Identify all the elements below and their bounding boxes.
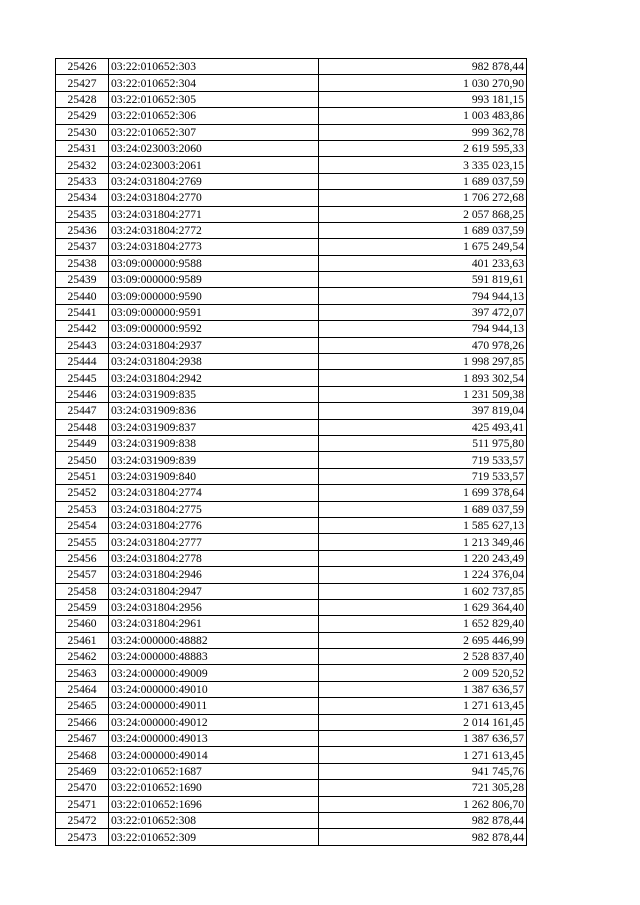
table-row (56, 550, 527, 566)
row-number-cell: 25446 (56, 386, 109, 402)
cadastral-number-cell: 03:24:023003:2060 (109, 140, 319, 156)
cadastral-value-cell: 3 335 023,15 (319, 157, 527, 173)
cadastral-number-cell: 03:24:031909:840 (109, 468, 319, 484)
cadastral-number-cell: 03:09:000000:9591 (109, 304, 319, 320)
table-row (56, 616, 527, 632)
cadastral-value-cell: 1 213 349,46 (319, 534, 527, 550)
cadastral-value-cell: 1 003 483,86 (319, 108, 527, 124)
cadastral-number-cell: 03:09:000000:9592 (109, 321, 319, 337)
cadastral-value-cell: 511 975,80 (319, 435, 527, 451)
cadastral-number-cell: 03:24:031804:2774 (109, 485, 319, 501)
cadastral-number-cell: 03:24:031909:838 (109, 435, 319, 451)
cadastral-value-cell: 1 689 037,59 (319, 222, 527, 238)
table-row (56, 190, 527, 206)
cadastral-number-cell: 03:24:031804:2777 (109, 534, 319, 550)
row-number-cell: 25428 (56, 91, 109, 107)
table-row (56, 354, 527, 370)
cadastral-value-cell: 941 745,76 (319, 763, 527, 779)
cadastral-number-cell: 03:22:010652:304 (109, 75, 319, 91)
row-number-cell: 25437 (56, 239, 109, 255)
row-number-cell: 25454 (56, 517, 109, 533)
cadastral-value-cell: 721 305,28 (319, 780, 527, 796)
cadastral-number-cell: 03:22:010652:307 (109, 124, 319, 140)
row-number-cell: 25445 (56, 370, 109, 386)
table-row (56, 714, 527, 730)
table-row (56, 272, 527, 288)
row-number-cell: 25433 (56, 173, 109, 189)
table-row (56, 403, 527, 419)
table-row (56, 583, 527, 599)
cadastral-value-cell: 794 944,13 (319, 288, 527, 304)
row-number-cell: 25436 (56, 222, 109, 238)
cadastral-number-cell: 03:24:031804:2942 (109, 370, 319, 386)
row-number-cell: 25426 (56, 59, 109, 75)
row-number-cell: 25457 (56, 567, 109, 583)
cadastral-value-cell: 1 387 636,57 (319, 731, 527, 747)
table-row (56, 829, 527, 845)
cadastral-value-cell: 1 893 302,54 (319, 370, 527, 386)
cadastral-value-cell: 1 652 829,40 (319, 616, 527, 632)
table-row (56, 140, 527, 156)
row-number-cell: 25452 (56, 485, 109, 501)
cadastral-number-cell: 03:22:010652:308 (109, 812, 319, 828)
cadastral-value-cell: 719 533,57 (319, 468, 527, 484)
table-row (56, 304, 527, 320)
cadastral-number-cell: 03:24:031804:2770 (109, 190, 319, 206)
cadastral-value-cell: 1 271 613,45 (319, 747, 527, 763)
cadastral-value-cell: 2 014 161,45 (319, 714, 527, 730)
table-row (56, 206, 527, 222)
row-number-cell: 25438 (56, 255, 109, 271)
cadastral-value-cell: 1 689 037,59 (319, 173, 527, 189)
row-number-cell: 25465 (56, 698, 109, 714)
cadastral-value-cell: 982 878,44 (319, 59, 527, 75)
cadastral-value-cell: 2 057 868,25 (319, 206, 527, 222)
row-number-cell: 25440 (56, 288, 109, 304)
cadastral-number-cell: 03:24:031909:837 (109, 419, 319, 435)
table-row (56, 321, 527, 337)
table-row (56, 239, 527, 255)
row-number-cell: 25462 (56, 649, 109, 665)
row-number-cell: 25463 (56, 665, 109, 681)
cadastral-value-cell: 1 602 737,85 (319, 583, 527, 599)
table-row (56, 681, 527, 697)
cadastral-value-cell: 425 493,41 (319, 419, 527, 435)
cadastral-value-cell: 1 271 613,45 (319, 698, 527, 714)
row-number-cell: 25466 (56, 714, 109, 730)
table-row (56, 452, 527, 468)
cadastral-number-cell: 03:24:031804:2776 (109, 517, 319, 533)
table-row (56, 501, 527, 517)
cadastral-value-cell: 993 181,15 (319, 91, 527, 107)
cadastral-value-cell: 1 220 243,49 (319, 550, 527, 566)
row-number-cell: 25441 (56, 304, 109, 320)
row-number-cell: 25472 (56, 812, 109, 828)
table-row (56, 517, 527, 533)
row-number-cell: 25448 (56, 419, 109, 435)
cadastral-number-cell: 03:24:023003:2061 (109, 157, 319, 173)
cadastral-value-cell: 1 699 378,64 (319, 485, 527, 501)
row-number-cell: 25443 (56, 337, 109, 353)
cadastral-value-cell: 1 262 806,70 (319, 796, 527, 812)
cadastral-number-cell: 03:24:031804:2946 (109, 567, 319, 583)
cadastral-number-cell: 03:22:010652:303 (109, 59, 319, 75)
row-number-cell: 25456 (56, 550, 109, 566)
cadastral-number-cell: 03:24:000000:49014 (109, 747, 319, 763)
table-row (56, 649, 527, 665)
table-row (56, 222, 527, 238)
table-row (56, 796, 527, 812)
row-number-cell: 25467 (56, 731, 109, 747)
cadastral-number-cell: 03:24:031804:2769 (109, 173, 319, 189)
cadastral-number-cell: 03:24:031804:2956 (109, 599, 319, 615)
row-number-cell: 25451 (56, 468, 109, 484)
table-row (56, 370, 527, 386)
cadastral-number-cell: 03:22:010652:305 (109, 91, 319, 107)
table-row (56, 255, 527, 271)
cadastral-value-cell: 470 978,26 (319, 337, 527, 353)
cadastral-number-cell: 03:22:010652:1696 (109, 796, 319, 812)
row-number-cell: 25461 (56, 632, 109, 648)
cadastral-number-cell: 03:24:031804:2771 (109, 206, 319, 222)
cadastral-value-cell: 1 675 249,54 (319, 239, 527, 255)
cadastral-value-cell: 1 585 627,13 (319, 517, 527, 533)
table-row (56, 731, 527, 747)
table-row (56, 337, 527, 353)
row-number-cell: 25449 (56, 435, 109, 451)
table-row (56, 75, 527, 91)
table-row (56, 665, 527, 681)
cadastral-value-cell: 1 231 509,38 (319, 386, 527, 402)
table-row (56, 534, 527, 550)
table-row (56, 157, 527, 173)
table-row (56, 91, 527, 107)
cadastral-number-cell: 03:24:031909:839 (109, 452, 319, 468)
cadastral-value-cell: 397 819,04 (319, 403, 527, 419)
cadastral-number-cell: 03:24:000000:49009 (109, 665, 319, 681)
cadastral-value-cell: 982 878,44 (319, 829, 527, 845)
cadastral-number-cell: 03:24:000000:49012 (109, 714, 319, 730)
cadastral-value-cell: 982 878,44 (319, 812, 527, 828)
cadastral-number-cell: 03:24:031804:2778 (109, 550, 319, 566)
cadastral-number-cell: 03:24:031804:2937 (109, 337, 319, 353)
cadastral-number-cell: 03:24:000000:49013 (109, 731, 319, 747)
cadastral-number-cell: 03:24:031804:2947 (109, 583, 319, 599)
cadastral-value-cell: 1 387 636,57 (319, 681, 527, 697)
row-number-cell: 25459 (56, 599, 109, 615)
cadastral-value-table (55, 58, 527, 846)
table-row (56, 288, 527, 304)
row-number-cell: 25450 (56, 452, 109, 468)
row-number-cell: 25469 (56, 763, 109, 779)
table-row (56, 567, 527, 583)
cadastral-number-cell: 03:24:000000:49010 (109, 681, 319, 697)
table-row (56, 485, 527, 501)
table-row (56, 812, 527, 828)
row-number-cell: 25429 (56, 108, 109, 124)
cadastral-number-cell: 03:24:031804:2961 (109, 616, 319, 632)
row-number-cell: 25455 (56, 534, 109, 550)
table-row (56, 780, 527, 796)
row-number-cell: 25430 (56, 124, 109, 140)
table-row (56, 599, 527, 615)
cadastral-number-cell: 03:22:010652:309 (109, 829, 319, 845)
row-number-cell: 25473 (56, 829, 109, 845)
cadastral-value-cell: 2 619 595,33 (319, 140, 527, 156)
cadastral-number-cell: 03:24:031804:2773 (109, 239, 319, 255)
table-row (56, 747, 527, 763)
cadastral-value-cell: 794 944,13 (319, 321, 527, 337)
cadastral-value-cell: 397 472,07 (319, 304, 527, 320)
row-number-cell: 25458 (56, 583, 109, 599)
cadastral-number-cell: 03:24:000000:48882 (109, 632, 319, 648)
cadastral-value-cell: 1 706 272,68 (319, 190, 527, 206)
row-number-cell: 25471 (56, 796, 109, 812)
table-row (56, 59, 527, 75)
row-number-cell: 25464 (56, 681, 109, 697)
row-number-cell: 25447 (56, 403, 109, 419)
table-row (56, 435, 527, 451)
row-number-cell: 25470 (56, 780, 109, 796)
cadastral-number-cell: 03:22:010652:1687 (109, 763, 319, 779)
cadastral-value-cell: 1 689 037,59 (319, 501, 527, 517)
cadastral-number-cell: 03:24:000000:49011 (109, 698, 319, 714)
cadastral-value-cell: 591 819,61 (319, 272, 527, 288)
table-row (56, 632, 527, 648)
cadastral-value-cell: 1 629 364,40 (319, 599, 527, 615)
cadastral-value-cell: 1 998 297,85 (319, 354, 527, 370)
row-number-cell: 25439 (56, 272, 109, 288)
cadastral-value-cell: 719 533,57 (319, 452, 527, 468)
cadastral-number-cell: 03:24:031804:2775 (109, 501, 319, 517)
cadastral-value-cell: 999 362,78 (319, 124, 527, 140)
table-row (56, 173, 527, 189)
cadastral-number-cell: 03:22:010652:306 (109, 108, 319, 124)
cadastral-number-cell: 03:24:031804:2938 (109, 354, 319, 370)
cadastral-number-cell: 03:22:010652:1690 (109, 780, 319, 796)
cadastral-value-cell: 2 695 446,99 (319, 632, 527, 648)
table-row (56, 698, 527, 714)
cadastral-number-cell: 03:24:031909:835 (109, 386, 319, 402)
cadastral-number-cell: 03:09:000000:9588 (109, 255, 319, 271)
cadastral-value-cell: 1 224 376,04 (319, 567, 527, 583)
table-body (56, 59, 527, 846)
row-number-cell: 25460 (56, 616, 109, 632)
cadastral-number-cell: 03:09:000000:9589 (109, 272, 319, 288)
row-number-cell: 25434 (56, 190, 109, 206)
row-number-cell: 25442 (56, 321, 109, 337)
table-row (56, 124, 527, 140)
row-number-cell: 25435 (56, 206, 109, 222)
cadastral-number-cell: 03:09:000000:9590 (109, 288, 319, 304)
cadastral-value-cell: 2 009 520,52 (319, 665, 527, 681)
row-number-cell: 25427 (56, 75, 109, 91)
row-number-cell: 25453 (56, 501, 109, 517)
cadastral-value-cell: 1 030 270,90 (319, 75, 527, 91)
cadastral-number-cell: 03:24:031909:836 (109, 403, 319, 419)
table-row (56, 108, 527, 124)
cadastral-number-cell: 03:24:000000:48883 (109, 649, 319, 665)
table-row (56, 468, 527, 484)
cadastral-value-cell: 2 528 837,40 (319, 649, 527, 665)
table-row (56, 419, 527, 435)
cadastral-number-cell: 03:24:031804:2772 (109, 222, 319, 238)
table-row (56, 763, 527, 779)
row-number-cell: 25444 (56, 354, 109, 370)
cadastral-value-cell: 401 233,63 (319, 255, 527, 271)
row-number-cell: 25431 (56, 140, 109, 156)
row-number-cell: 25432 (56, 157, 109, 173)
table-row (56, 386, 527, 402)
row-number-cell: 25468 (56, 747, 109, 763)
